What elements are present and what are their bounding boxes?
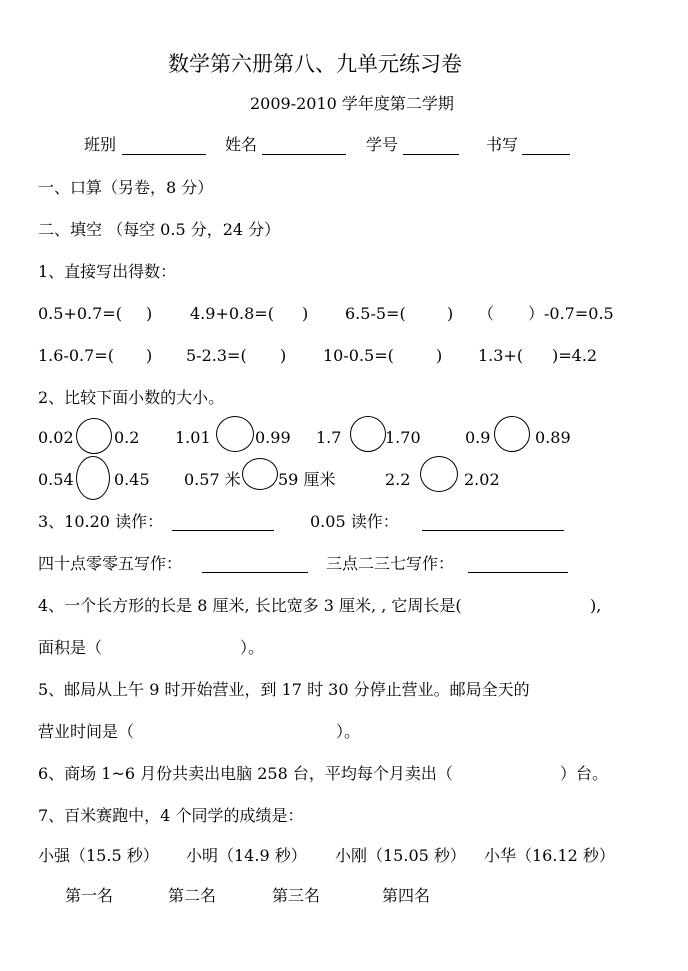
q1-r1-open4: （: [478, 304, 495, 323]
q7-student-3: 小刚（15.05 秒）: [335, 846, 466, 865]
q2-r1-b1: 0.2: [114, 428, 140, 447]
q1-r2-expr4: 1.3+(: [478, 346, 524, 365]
q2-r1-a4: 0.9: [465, 428, 491, 447]
name-blank[interactable]: [262, 138, 346, 155]
q7-rank-4: 第四名: [382, 886, 431, 905]
q3-blank-a[interactable]: [172, 514, 274, 531]
q1-r2-paren1: ): [146, 346, 153, 365]
class-blank[interactable]: [122, 138, 206, 155]
q1-r2-paren2: ): [280, 346, 287, 365]
q5-line2-b: ）。: [336, 722, 361, 741]
q1-r1-expr4: ）-0.7=0.5: [528, 304, 614, 323]
compare-circle[interactable]: [216, 416, 254, 452]
compare-circle[interactable]: [494, 416, 530, 452]
section-two: 二、填空 （每空 0.5 分，24 分）: [38, 220, 281, 239]
compare-circle[interactable]: [420, 456, 458, 492]
compare-circle[interactable]: [76, 418, 112, 454]
q1-r1-expr2: 4.9+0.8=(: [190, 304, 274, 323]
compare-circle[interactable]: [350, 416, 386, 452]
section-one: 一、口算（另卷，8 分）: [38, 178, 214, 197]
q1-heading: 1、直接写出得数：: [38, 262, 177, 281]
q2-r1-b3: 1.70: [385, 428, 421, 447]
q1-r2-expr3: 10-0.5=(: [323, 346, 394, 365]
q2-r1-a2: 1.01: [175, 428, 211, 447]
q2-heading: 2、比较下面小数的大小。: [38, 388, 225, 407]
q7-rank-1: 第一名: [65, 886, 114, 905]
q1-r1-expr1: 0.5+0.7=(: [38, 304, 122, 323]
q6-b: ）台。: [560, 764, 609, 783]
name-label: 姓名: [225, 135, 258, 154]
q4-line2-a: 面积是（: [38, 638, 103, 657]
page-subtitle: 2009-2010 学年度第二学期: [250, 94, 454, 113]
q3-write-c: 四十点零零五写作：: [38, 554, 183, 573]
q1-r2-expr1: 1.6-0.7=(: [38, 346, 114, 365]
q2-r2-b1: 0.45: [114, 470, 150, 489]
class-label: 班别: [84, 135, 117, 154]
q2-r2-a2: 0.57 米: [184, 470, 241, 489]
q1-r2-close4: )=4.2: [552, 346, 598, 365]
q7-student-4: 小华（16.12 秒）: [484, 846, 615, 865]
q4-line1-b: ),: [590, 596, 602, 615]
writing-label: 书写: [486, 135, 519, 154]
q3-read-a: 3、10.20 读作：: [38, 512, 164, 531]
q1-r1-expr3: 6.5-5=(: [345, 304, 406, 323]
q7-rank-3: 第三名: [272, 886, 321, 905]
q4-line1-a: 4、一个长方形的长是 8 厘米, 长比宽多 3 厘米, , 它周长是(: [38, 596, 462, 615]
q2-r1-a3: 1.7: [316, 428, 342, 447]
q3-read-b: 0.05 读作：: [310, 512, 399, 531]
writing-blank[interactable]: [522, 138, 570, 155]
q3-blank-b[interactable]: [422, 514, 564, 531]
q7-student-2: 小明（14.9 秒）: [186, 846, 307, 865]
q3-blank-d[interactable]: [468, 556, 568, 573]
q2-r2-a1: 0.54: [38, 470, 74, 489]
compare-circle[interactable]: [76, 456, 110, 500]
number-label: 学号: [366, 135, 399, 154]
q2-r2-a3: 2.2: [385, 470, 411, 489]
q2-r2-b3: 2.02: [464, 470, 500, 489]
q2-r2-b2: 59 厘米: [278, 470, 336, 489]
q4-line2-b: ）。: [240, 638, 265, 657]
q7-heading: 7、百米赛跑中，4 个同学的成绩是：: [38, 806, 304, 825]
q3-write-d: 三点二三七写作：: [326, 554, 455, 573]
number-blank[interactable]: [403, 138, 459, 155]
q1-r1-paren3: ): [447, 304, 454, 323]
q3-blank-c[interactable]: [202, 556, 308, 573]
q2-r1-a1: 0.02: [38, 428, 74, 447]
page-title: 数学第六册第八、九单元练习卷: [168, 52, 462, 76]
q7-student-1: 小强（15.5 秒）: [38, 846, 159, 865]
q5-line1: 5、邮局从上午 9 时开始营业，到 17 时 30 分停止营业。邮局全天的: [38, 680, 530, 699]
q1-r2-paren3: ): [436, 346, 443, 365]
q6-a: 6、商场 1~6 月份共卖出电脑 258 台，平均每个月卖出（: [38, 764, 453, 783]
q1-r1-paren1: ): [146, 304, 153, 323]
q1-r1-paren2: ): [302, 304, 309, 323]
q2-r1-b2: 0.99: [255, 428, 291, 447]
q7-rank-2: 第二名: [168, 886, 217, 905]
compare-circle[interactable]: [242, 458, 278, 490]
q5-line2-a: 营业时间是（: [38, 722, 135, 741]
q1-r2-expr2: 5-2.3=(: [186, 346, 247, 365]
q2-r1-b4: 0.89: [535, 428, 571, 447]
